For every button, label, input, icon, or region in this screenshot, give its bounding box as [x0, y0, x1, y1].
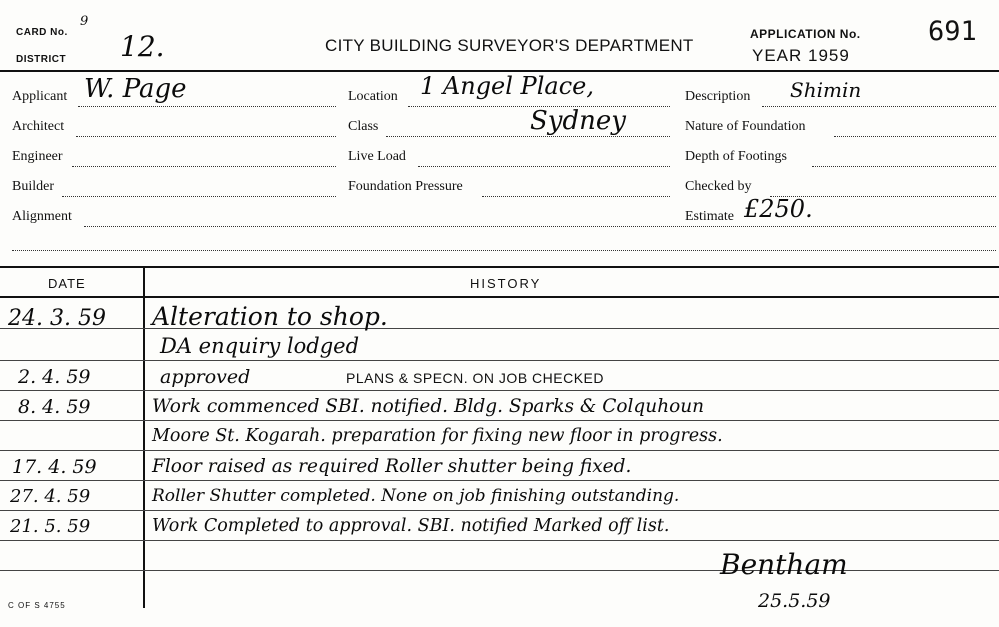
- class-line: [386, 136, 670, 137]
- history-column-header: HISTORY: [470, 276, 542, 291]
- history-date: 2. 4. 59: [18, 366, 91, 388]
- card-no-value: 9: [80, 14, 89, 29]
- alignment-label: Alignment: [12, 209, 72, 224]
- estimate-label: Estimate: [685, 209, 734, 224]
- location-value-2: Sydney: [530, 106, 626, 136]
- history-entry: DA enquiry lodged: [160, 334, 360, 358]
- history-date: 27. 4. 59: [10, 486, 91, 507]
- alignment-line: [84, 226, 996, 227]
- inspector-signature: Bentham: [720, 548, 848, 581]
- history-date: 21. 5. 59: [10, 516, 91, 537]
- district-label: DISTRICT: [16, 54, 67, 65]
- builder-label: Builder: [12, 179, 54, 194]
- engineer-line: [72, 166, 336, 167]
- description-label: Description: [685, 89, 751, 104]
- history-date: 24. 3. 59: [8, 306, 106, 331]
- applicant-label: Applicant: [12, 89, 68, 104]
- foundation-pressure-line: [482, 196, 670, 197]
- ruled-line: [0, 540, 999, 541]
- history-entry: Moore St. Kogarah. preparation for fixing new floor in progress.: [152, 426, 723, 446]
- location-label: Location: [348, 89, 398, 104]
- checked-label: Checked by: [685, 179, 752, 194]
- description-line: [762, 106, 996, 107]
- ruled-line: [0, 420, 999, 421]
- history-header-rule: [0, 296, 999, 298]
- ruled-line: [0, 480, 999, 481]
- ruled-line: [0, 328, 999, 329]
- history-entry: Work commenced SBI. notified. Bldg. Sparks & Colquhoun: [152, 396, 705, 417]
- history-date: 17. 4. 59: [12, 456, 97, 478]
- date-column-divider: [143, 268, 145, 608]
- form-code: C OF S 4755: [8, 601, 66, 610]
- history-entry: Floor raised as required Roller shutter being fixed.: [152, 456, 632, 477]
- ruled-line: [0, 390, 999, 391]
- nature-label: Nature of Foundation: [685, 119, 806, 134]
- engineer-label: Engineer: [12, 149, 63, 164]
- live-load-line: [418, 166, 670, 167]
- history-entry: Roller Shutter completed. None on job finishing outstanding.: [152, 486, 680, 506]
- ruled-line: [0, 360, 999, 361]
- signature-date: 25.5.59: [758, 590, 831, 612]
- card-no-label: CARD No.: [16, 27, 68, 38]
- nature-line: [834, 136, 996, 137]
- live-load-label: Live Load: [348, 149, 406, 164]
- depth-label: Depth of Footings: [685, 149, 787, 164]
- history-entry: approved: [160, 366, 251, 388]
- applicant-line: [78, 106, 336, 107]
- application-number: 691: [928, 16, 977, 47]
- architect-label: Architect: [12, 119, 65, 134]
- application-label: APPLICATION No.: [750, 27, 861, 41]
- history-date: 8. 4. 59: [18, 396, 91, 418]
- depth-line: [812, 166, 996, 167]
- location-value-1: 1 Angel Place,: [420, 72, 594, 100]
- district-value: 12.: [120, 30, 165, 63]
- applicant-value: W. Page: [84, 74, 187, 104]
- year-label: YEAR 1959: [752, 46, 850, 65]
- date-column-header: DATE: [48, 276, 86, 291]
- department-title: CITY BUILDING SURVEYOR'S DEPARTMENT: [325, 36, 694, 55]
- ruled-line: [0, 450, 999, 451]
- blank-line: [12, 250, 996, 251]
- foundation-pressure-label: Foundation Pressure: [348, 179, 463, 194]
- class-label: Class: [348, 119, 379, 134]
- description-value: Shimin: [790, 78, 862, 102]
- history-entry: Work Completed to approval. SBI. notified Marked off list.: [152, 516, 670, 536]
- approval-stamp: PLANS & SPECN. ON JOB CHECKED: [346, 370, 605, 386]
- history-top-rule: [0, 266, 999, 268]
- builder-line: [62, 196, 336, 197]
- ruled-line: [0, 510, 999, 511]
- architect-line: [76, 136, 336, 137]
- history-entry: Alteration to shop.: [152, 302, 388, 331]
- estimate-value: £250.: [744, 195, 813, 223]
- ruled-line: [0, 570, 999, 571]
